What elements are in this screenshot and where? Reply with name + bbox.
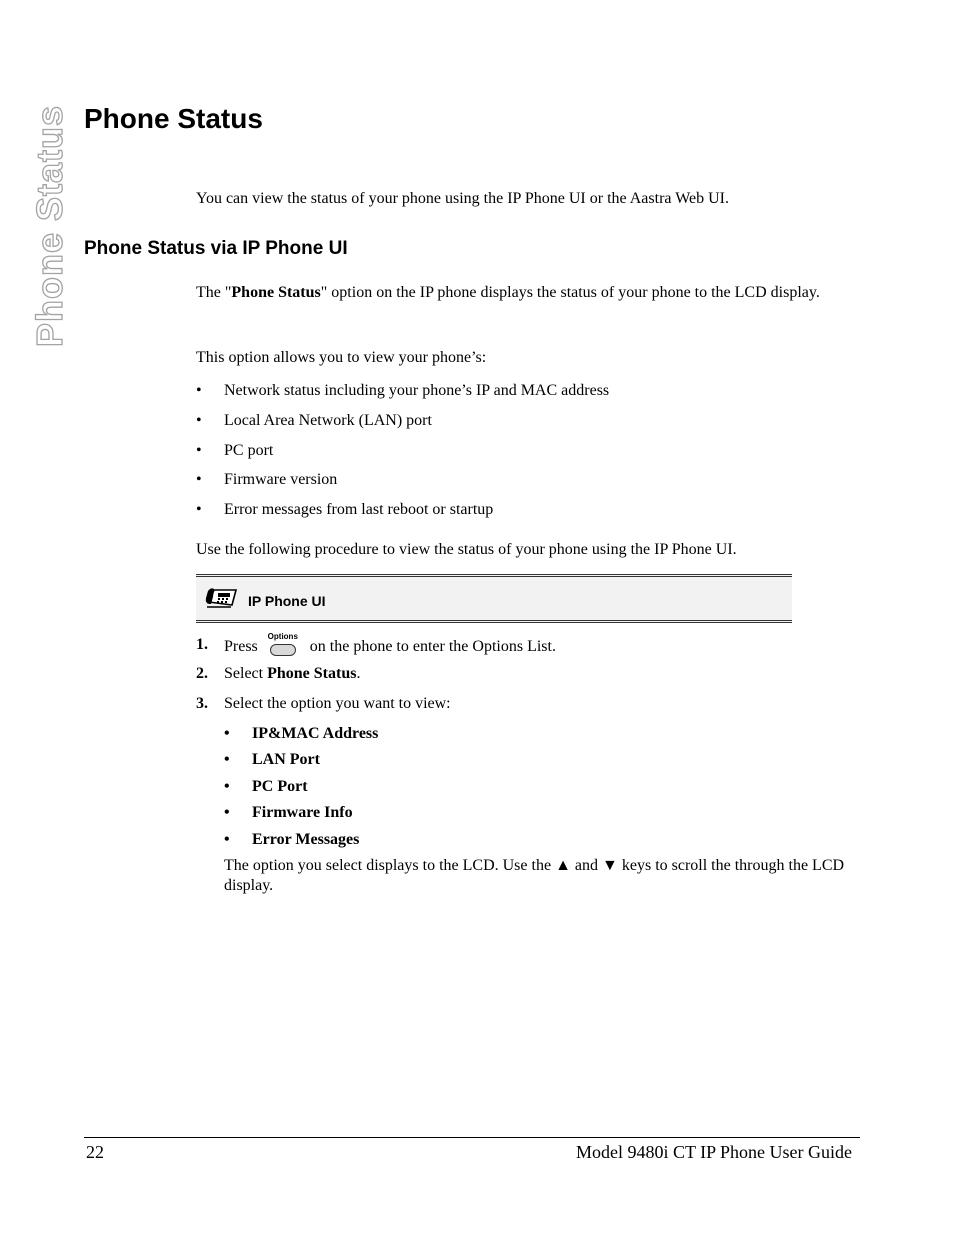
footer-divider [84,1137,860,1138]
description-paragraph: The "Phone Status" option on the IP phone displays the status of your phone to the LCD display. [196,284,820,301]
phone-icon [205,585,239,611]
options-intro: This option allows you to view your phone’s: [196,349,487,366]
intro-paragraph: You can view the status of your phone using the IP Phone UI or the Aastra Web UI. [196,190,730,207]
document-title: Model 9480i CT IP Phone User Guide [576,1142,852,1162]
page-title: Phone Status [84,103,263,134]
phone-status-term: Phone Status [231,284,321,301]
down-arrow-icon: ▼ [602,857,618,874]
page-number: 22 [86,1142,104,1162]
section-heading: Phone Status via IP Phone UI [84,238,348,259]
procedure-intro: Use the following procedure to view the status of your phone using the IP Phone UI. [196,541,737,558]
scroll-note: The option you select displays to the LCD. Use the ▲ and ▼ keys to scroll the through the LCD display. [224,857,845,894]
procedure-label: IP Phone UI [248,593,326,609]
side-tab [26,104,74,348]
options-key-icon: Options [266,635,300,655]
up-arrow-icon: ▲ [555,857,571,874]
side-tab-label: Phone Status [29,104,70,348]
procedure-header [196,574,792,623]
